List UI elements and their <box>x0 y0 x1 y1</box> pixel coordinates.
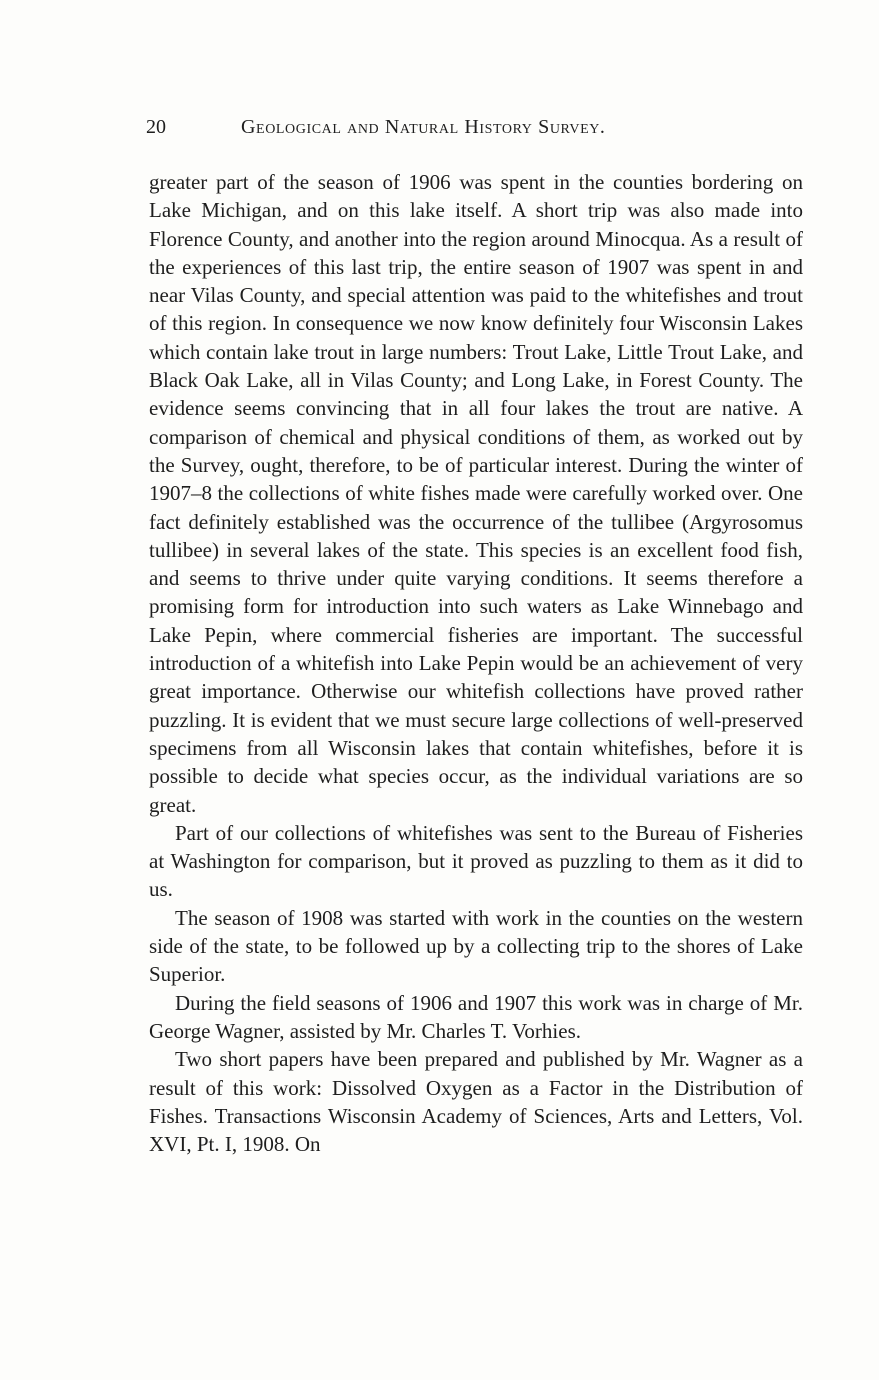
paragraph: The season of 1908 was started with work in the counties on the western side of the state, to be followed up by a collecting trip to the shores of Lake Superior. <box>149 905 803 987</box>
body-text <box>149 168 803 1158</box>
paragraph: During the field seasons of 1906 and 1907 this work was in charge of Mr. George Wagner, assisted by Mr. Charles T. Vorhies. <box>149 990 803 1043</box>
paragraph: Two short papers have been prepared and published by Mr. Wagner as a result of this work: Dissolved Oxygen as a Factor in the Distribution of Fishes. Transactions Wisconsin Academy of Sciences, Arts and Letters, Vol. XVI, Pt. I, 1908. On <box>149 1047 803 1157</box>
running-head: Geological and Natural History Survey. <box>241 116 606 138</box>
page-number: 20 <box>146 116 166 138</box>
page-header <box>146 112 806 142</box>
paragraph: greater part of the season of 1906 was spent in the counties bordering on Lake Michigan, and on this lake itself. A short trip was also made into Florence County, and another into the region around Minocqua. As a result of the experiences of this last trip, the entire season of 1907 was spent in and near Vilas County, and special attention was paid to the whitefishes and trout of this region. In consequence we now know definitely four Wisconsin Lakes which contain lake trout in large numbers: Trout Lake, Little Trout Lake, and Black Oak Lake, all in Vilas County; and Long Lake, in Forest County. The evidence seems convincing that in all four lakes the trout are native. A comparison of chemical and physical conditions of them, as worked out by the Survey, ought, therefore, to be of particular interest. During the winter of 1907–8 the collections of white fishes made were carefully worked over. One fact definitely established was the occurrence of the tullibee (Argyrosomus tullibee) in several lakes of the state. This species is an excellent food fish, and seems to thrive under quite varying conditions. It seems therefore a promising form for introduction into such waters as Lake Winnebago and Lake Pepin, where commercial fisheries are important. The successful introduction of a whitefish into Lake Pepin would be an achievement of very great importance. Otherwise our whitefish collections have proved rather puzzling. It is evident that we must secure large collections of well-preserved specimens from all Wisconsin lakes that contain whitefishes, before it is possible to decide what species occur, as the individual variations are so great. <box>149 170 803 817</box>
paragraph: Part of our collections of whitefishes was sent to the Bureau of Fisheries at Washington for comparison, but it proved as puzzling to them as it did to us. <box>149 820 803 902</box>
